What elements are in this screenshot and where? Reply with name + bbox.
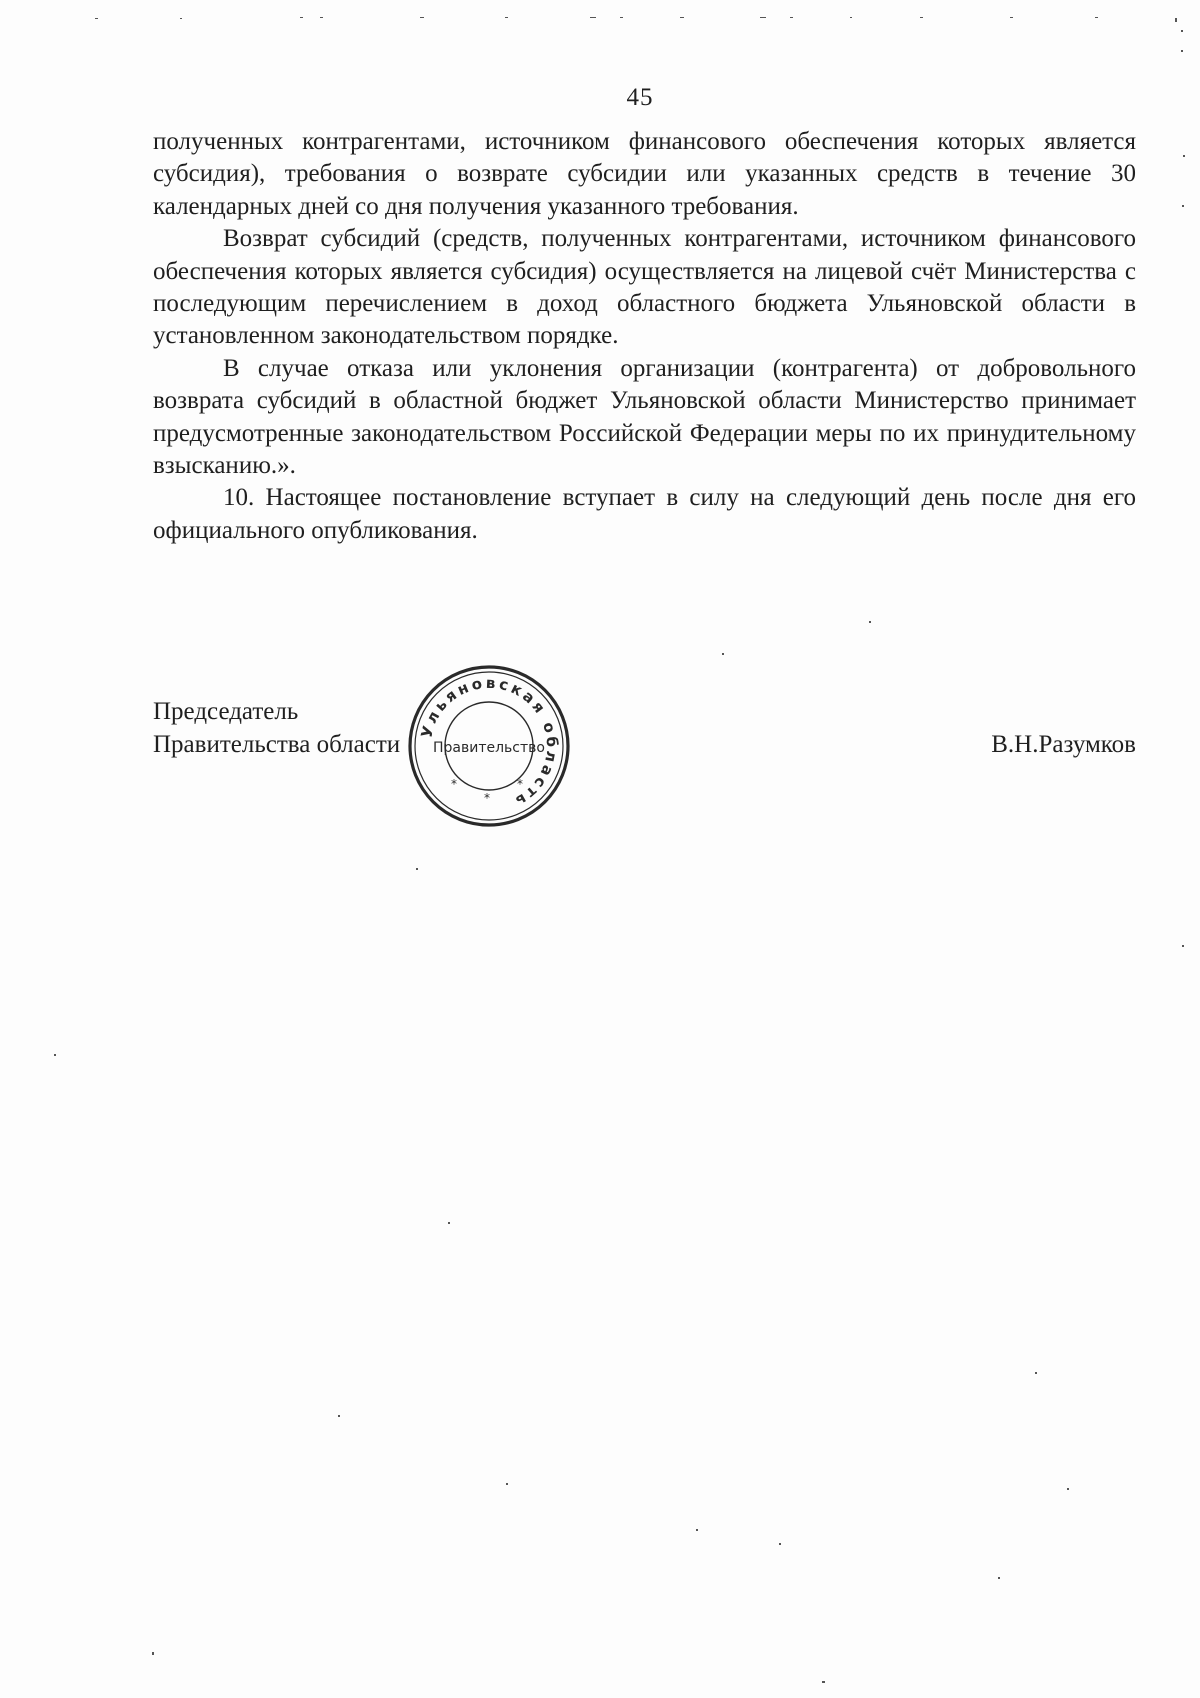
paragraph-refusal: В случае отказа или уклонения организации (контрагента) от добровольного возврата субсидий в областной бюджет Ульяновской области Министерство принимает предусмотренные законодательством Российской Федерации меры по их принудительному взысканию.». [153,354,1136,480]
signatory-title-line1: Председатель [153,698,299,725]
signatory-name: В.Н.Разумков [991,731,1136,758]
body-text [153,126,1136,547]
official-seal-stamp [405,662,573,830]
page-number: 45 [626,84,654,111]
svg-text:*: * [517,777,523,791]
stamp-center-text: Правительство [433,740,545,756]
signatory-title [153,695,400,761]
svg-text:*: * [451,777,457,791]
svg-text:Ульяновская область: Ульяновская область [417,673,562,812]
signatory-title-line2: Правительства области [153,731,401,758]
svg-text:*: * [484,791,490,805]
paragraph-effective-date: 10. Настоящее постановление вступает в силу на следующий день после дня его официального опубликования. [153,484,1136,544]
paragraph-continuation: полученных контрагентами, источником финансового обеспечения которых является субсидия), требования о возврате субсидии или указанных средств в течение 30 календарных дней со дня получения указанного требования. [153,128,1136,220]
paragraph-refund-procedure: Возврат субсидий (средств, полученных контрагентами, источником финансового обеспечения которых является субсидия) осуществляется на лицевой счёт Министерства с последующим перечислением в доход областного бюджета Ульяновской области в установленном законодательством порядке. [153,225,1136,350]
